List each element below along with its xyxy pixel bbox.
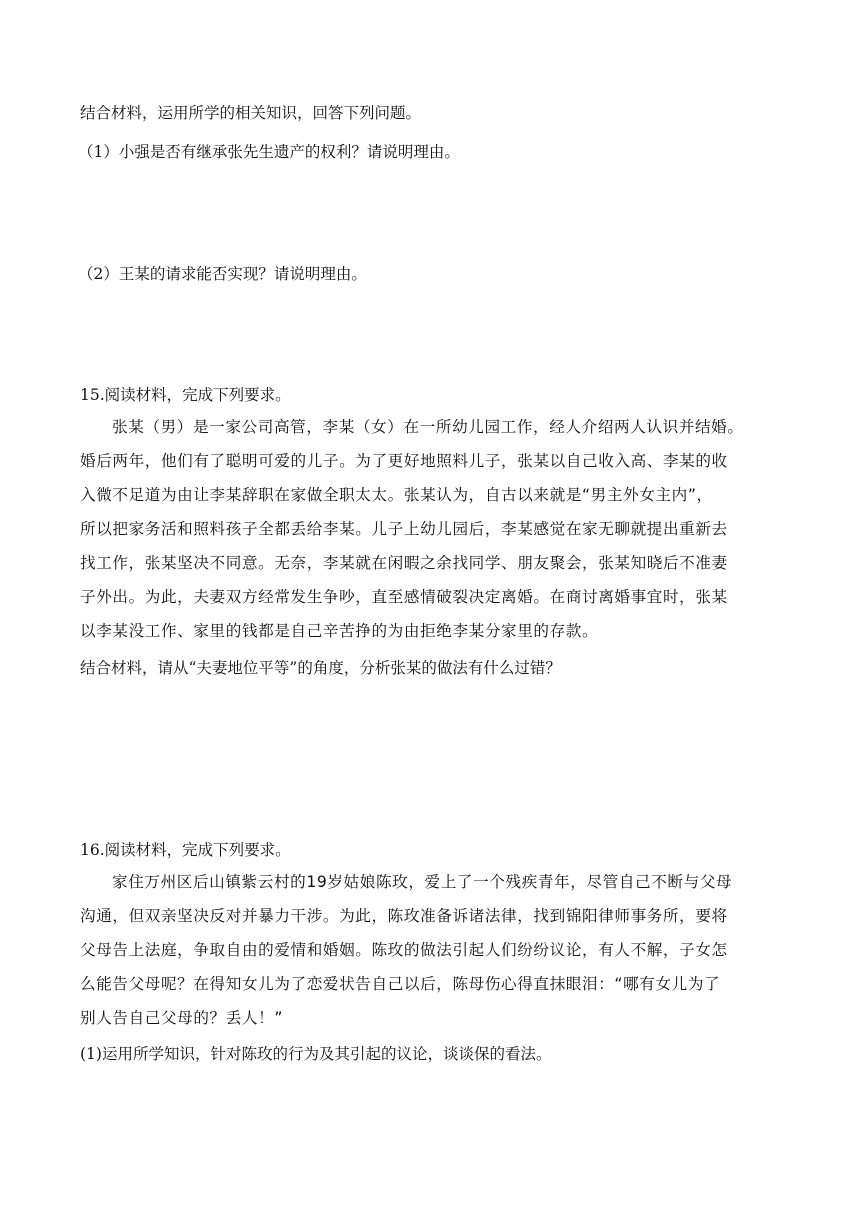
q15-passage-line: 入微不足道为由让李某辞职在家做全职太太。张某认为，自古以来就是“男主外女主内”， [80, 486, 713, 504]
q14-sub1: （1）小强是否有继承张先生遗产的权利？请说明理由。 [78, 143, 460, 161]
q15-passage-line: 以李某没工作、家里的钱都是自己辛苦挣的为由拒绝李某分家里的存款。 [80, 622, 599, 640]
q16-passage-line: 别人告自己父母的？丢人！” [80, 1009, 284, 1027]
q15-passage-line: 张某（男）是一家公司高管，李某（女）在一所幼儿园工作，经人介绍两人认识并结婚。 [112, 418, 744, 436]
q16-passage-line: 么能告父母呢？在得知女儿为了恋爱状告自己以后，陈母伤心得直抹眼泪：“哪有女儿为了 [80, 975, 721, 993]
q15-passage-line: 子外出。为此，夫妻双方经常发生争吵，直至感情破裂决定离婚。在商讨离婚事宜时，张某 [80, 588, 728, 606]
q15-title: 15.阅读材料，完成下列要求。 [80, 386, 291, 404]
q15-passage-line: 所以把家务活和照料孩子全都丢给李某。儿子上幼儿园后，李某感觉在家无聊就提出重新去 [80, 520, 728, 538]
q15-passage [80, 410, 780, 648]
intro-line: 结合材料，运用所学的相关知识，回答下列问题。 [80, 104, 422, 122]
q16-passage-line: 父母告上法庭，争取自由的爱情和婚姻。陈玫的做法引起人们纷纷议论，有人不解，子女怎 [80, 941, 728, 959]
q16-passage-line: 沟通，但双亲坚决反对并暴力干涉。为此，陈玫准备诉诸法律，找到锦阳律师事务所，要将 [80, 907, 728, 925]
q16-title: 16.阅读材料，完成下列要求。 [80, 841, 291, 859]
q15-passage-line: 找工作，张某坚决不同意。无奈，李某就在闲暇之余找同学、朋友聚会，张某知晓后不准妻 [80, 554, 728, 572]
q15-passage-line: 婚后两年，他们有了聪明可爱的儿子。为了更好地照料儿子，张某以自己收入高、李某的收 [80, 452, 728, 470]
q15-question: 结合材料，请从“夫妻地位平等”的角度，分析张某的做法有什么过错？ [80, 659, 561, 677]
q16-passage [80, 865, 780, 1035]
q14-sub2: （2）王某的请求能否实现？请说明理由。 [78, 265, 367, 283]
q16-sub1: (1)运用所学知识，针对陈玫的行为及其引起的议论，谈谈保的看法。 [80, 1045, 552, 1063]
q16-passage-line: 家住万州区后山镇紫云村的19岁姑娘陈玫，爱上了一个残疾青年，尽管自己不断与父母 [112, 873, 733, 891]
